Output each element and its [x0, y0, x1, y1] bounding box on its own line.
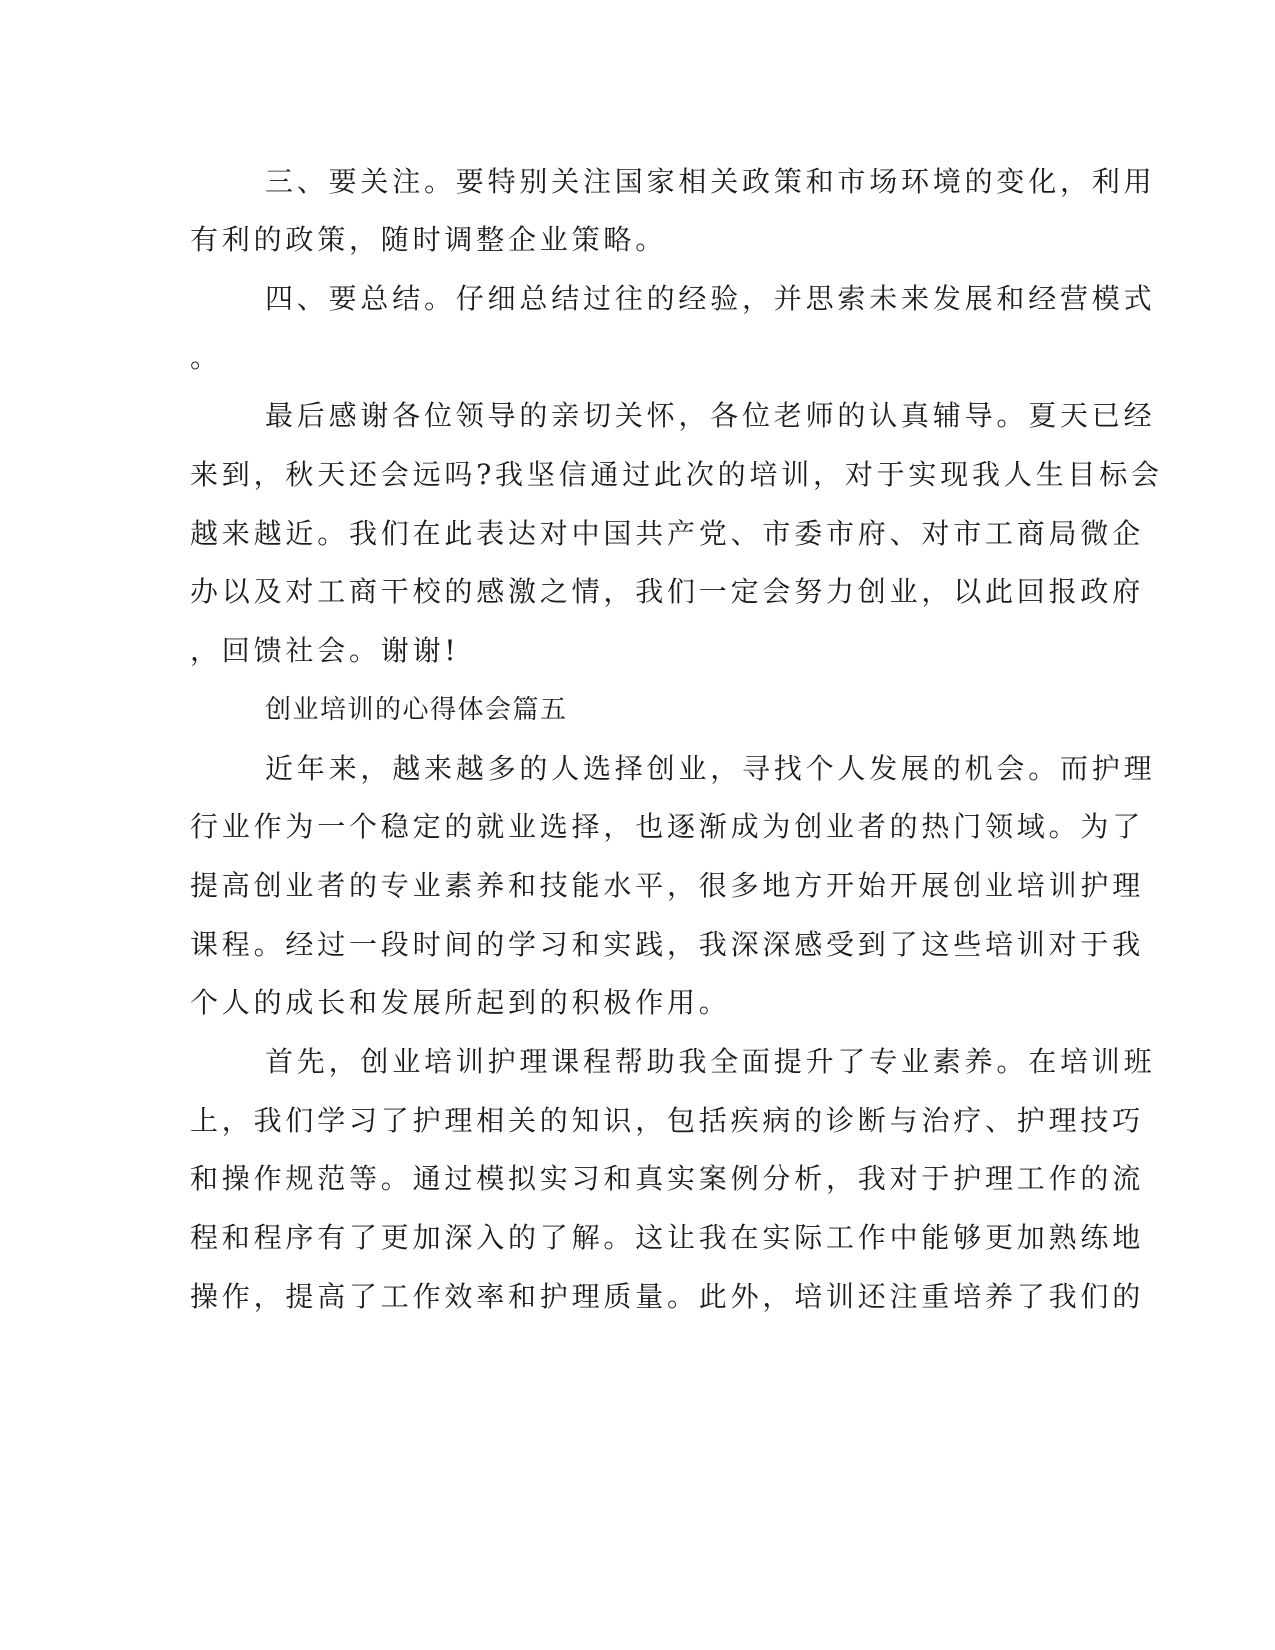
text-line: 来到，秋天还会远吗?我坚信通过此次的培训，对于实现我人生目标会 [190, 458, 1163, 491]
text-line: 程和程序有了更加深入的了解。这让我在实际工作中能够更加熟练地 [190, 1221, 1145, 1254]
text-line: 近年来，越来越多的人选择创业，寻找个人发展的机会。而护理 [265, 752, 1156, 785]
text-line: 课程。经过一段时间的学习和实践，我深深感受到了这些培训对于我 [190, 928, 1145, 961]
text-line: 有利的政策，随时调整企业策略。 [190, 223, 668, 256]
text-line: 首先，创业培训护理课程帮助我全面提升了专业素养。在培训班 [265, 1045, 1156, 1078]
text-line: 行业作为一个稳定的就业选择，也逐渐成为创业者的热门领域。为了 [190, 810, 1145, 843]
text-line: 办以及对工商干校的感激之情，我们一定会努力创业，以此回报政府 [190, 575, 1145, 608]
text-line: 最后感谢各位领导的亲切关怀，各位老师的认真辅导。夏天已经 [265, 399, 1156, 432]
text-line: 四、要总结。仔细总结过往的经验，并思索未来发展和经营模式 [265, 282, 1156, 315]
text-line: 三、要关注。要特别关注国家相关政策和市场环境的变化，利用 [265, 165, 1156, 198]
text-line: ，回馈社会。谢谢! [190, 634, 460, 667]
text-line: 。 [190, 341, 222, 374]
text-line: 提高创业者的专业素养和技能水平，很多地方开始开展创业培训护理 [190, 869, 1145, 902]
text-line: 越来越近。我们在此表达对中国共产党、市委市府、对市工商局微企 [190, 517, 1145, 550]
section-title: 创业培训的心得体会篇五 [265, 695, 568, 725]
text-line: 和操作规范等。通过模拟实习和真实案例分析，我对于护理工作的流 [190, 1162, 1145, 1195]
text-line: 个人的成长和发展所起到的积极作用。 [190, 986, 731, 1019]
text-line: 操作，提高了工作效率和护理质量。此外，培训还注重培养了我们的 [190, 1280, 1145, 1313]
text-line: 上，我们学习了护理相关的知识，包括疾病的诊断与治疗、护理技巧 [190, 1104, 1145, 1137]
